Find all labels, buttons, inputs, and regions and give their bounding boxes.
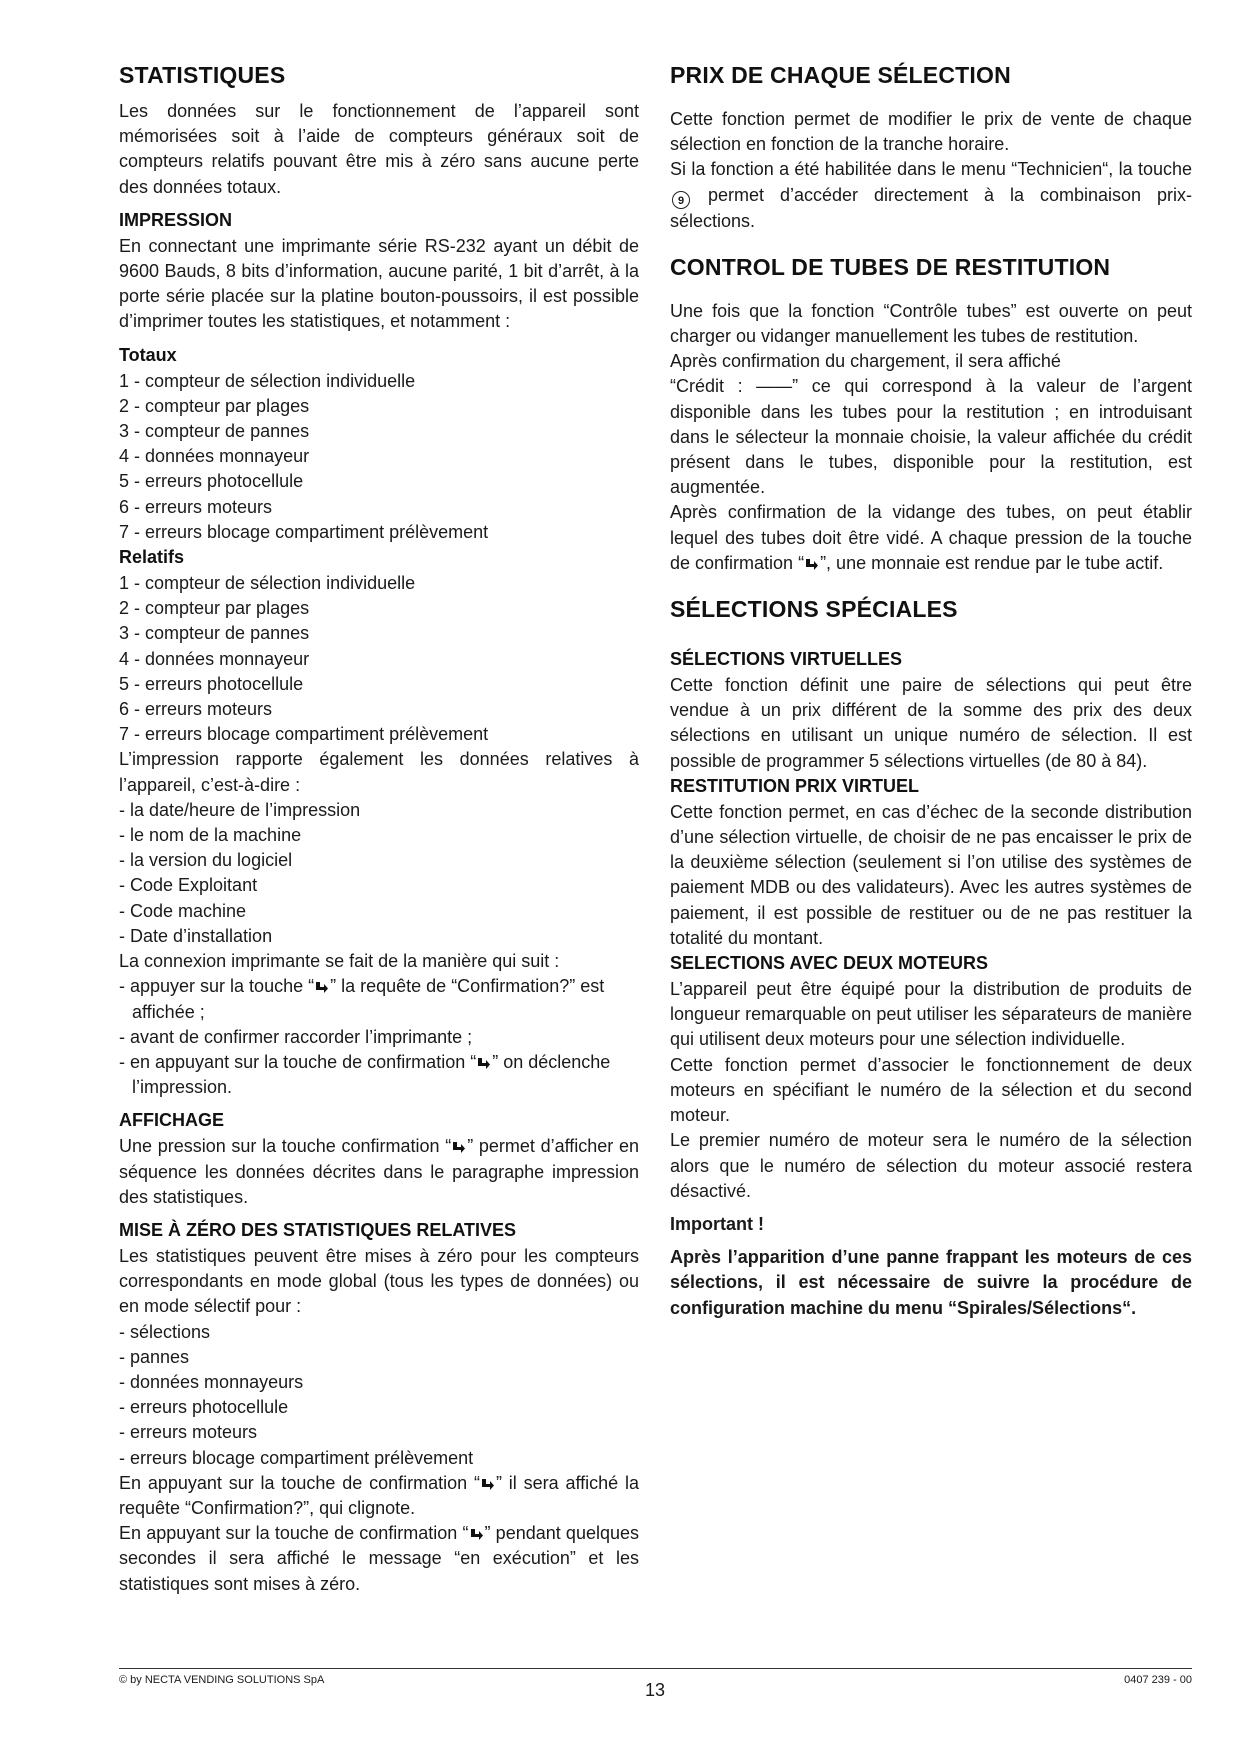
impression-also-text: L’impression rapporte également les données relatives à l’appareil, c’est-à-dire : bbox=[119, 749, 639, 795]
footer-copyright: © by NECTA VENDING SOLUTIONS SpA bbox=[119, 1674, 325, 1686]
list-item: - Code Exploitant bbox=[119, 875, 258, 896]
affichage-heading: AFFICHAGE bbox=[119, 1110, 224, 1131]
confirm-key-icon bbox=[477, 1056, 491, 1070]
tubes-text-3: “Crédit : ——” ce qui correspond à la valeur de l’argent disponible dans les tubes pour la restitution ; en introduisant dans le sélecteur la monnaie choisie, la valeur affichée du crédit présent dans le tubes, disponible pour la restitution, est augmentée. bbox=[670, 376, 1192, 498]
confirm-key-icon bbox=[315, 980, 329, 994]
prix-text-2: Si la fonction a été habilitée dans le menu “Technicien“, la touche 9 permet d’accéder directement à la combinaison prix-sélections. bbox=[670, 159, 1192, 231]
important-label: Important ! bbox=[670, 1213, 764, 1234]
prix-heading: PRIX DE CHAQUE SÉLECTION bbox=[670, 62, 1011, 88]
tubes-text-2: Après confirmation du chargement, il sera affiché bbox=[670, 351, 1061, 372]
statistiques-heading: STATISTIQUES bbox=[119, 62, 286, 88]
nine-key-icon: 9 bbox=[672, 191, 690, 209]
tubes-heading: CONTROL DE TUBES DE RESTITUTION bbox=[670, 253, 1111, 280]
affichage-text: Une pression sur la touche confirmation “ ” permet d’afficher en séquence les données décrites dans le paragraphe impression des statistiques. bbox=[119, 1136, 639, 1207]
list-item: - Date d’installation bbox=[119, 925, 273, 946]
totaux-list bbox=[119, 369, 639, 545]
footer-doc-code: 0407 239 - 00 bbox=[1124, 1674, 1192, 1686]
moteurs-text-2: Cette fonction permet d’associer le fonctionnement de deux moteurs en spécifiant le numéro de la sélection et du second moteur. bbox=[670, 1054, 1192, 1126]
list-item: 1 - compteur de sélection individuelle bbox=[119, 370, 416, 391]
moteurs-text-3: Le premier numéro de moteur sera le numéro de la sélection alors que le numéro de sélection du moteur associé restera désactivé. bbox=[670, 1130, 1192, 1201]
special-heading: SÉLECTIONS SPÉCIALES bbox=[670, 596, 958, 623]
confirm-key-icon bbox=[481, 1477, 495, 1491]
list-item: - pannes bbox=[119, 1346, 190, 1367]
reset-text: Les statistiques peuvent être mises à zéro pour les compteurs correspondants en mode global (tous les types de données) ou en mode sélectif pour : bbox=[119, 1245, 639, 1317]
list-item: 4 - données monnayeur bbox=[119, 446, 310, 467]
list-item: 6 - erreurs moteurs bbox=[119, 699, 273, 720]
list-item: 5 - erreurs photocellule bbox=[119, 471, 304, 492]
virtual-heading: SÉLECTIONS VIRTUELLES bbox=[670, 649, 903, 670]
reset-execute-text: En appuyant sur la touche de confirmation “ ” pendant quelques secondes il sera affiché le message “en exécution” et les statistiques sont mises à zéro. bbox=[119, 1523, 639, 1594]
list-item: 3 - compteur de pannes bbox=[119, 623, 310, 644]
list-item: - erreurs photocellule bbox=[119, 1397, 289, 1418]
left-column bbox=[119, 62, 639, 1597]
footer-divider bbox=[119, 1668, 1192, 1669]
list-item: - erreurs moteurs bbox=[119, 1422, 258, 1443]
list-item: 5 - erreurs photocellule bbox=[119, 673, 304, 694]
list-item: - le nom de la machine bbox=[119, 825, 302, 846]
list-item: 2 - compteur par plages bbox=[119, 598, 310, 619]
connexion-step-2: - avant de confirmer raccorder l’imprimante ; bbox=[119, 1026, 473, 1047]
list-item: 3 - compteur de pannes bbox=[119, 421, 310, 442]
list-item: 6 - erreurs moteurs bbox=[119, 496, 273, 517]
impression-text: En connectant une imprimante série RS-232 ayant un débit de 9600 Bauds, 8 bits d’information, aucune parité, 1 bit d’arrêt, à la porte série placée sur la platine bouton-poussoirs, il est possible d’imprimer toutes les statistiques, et notamment : bbox=[119, 235, 639, 332]
list-item: 4 - données monnayeur bbox=[119, 648, 310, 669]
machine-data-list bbox=[119, 798, 639, 949]
statistiques-intro: Les données sur le fonctionnement de l’appareil sont mémorisées soit à l’aide de compteurs généraux soit de compteurs relatifs pouvant être mis à zéro sans aucune perte des données totaux. bbox=[119, 101, 639, 197]
impression-heading: IMPRESSION bbox=[119, 209, 233, 230]
list-item: 7 - erreurs blocage compartiment prélèvement bbox=[119, 724, 489, 745]
list-item: 2 - compteur par plages bbox=[119, 395, 310, 416]
list-item: - erreurs blocage compartiment prélèvement bbox=[119, 1447, 474, 1468]
list-item: 1 - compteur de sélection individuelle bbox=[119, 573, 416, 594]
page-number: 13 bbox=[644, 1680, 666, 1700]
reset-confirm-text: En appuyant sur la touche de confirmation “ ” il sera affiché la requête “Confirmation?”, qui clignote. bbox=[119, 1472, 639, 1518]
confirm-key-icon bbox=[470, 1527, 484, 1541]
relatifs-label: Relatifs bbox=[119, 547, 185, 568]
restitution-text: Cette fonction permet, en cas d’échec de la seconde distribution d’une sélection virtuelle, de choisir de ne pas encaisser le prix de la deuxième sélection (seulement si l’on utilise des systèmes de paiement MDB ou des validateurs). Avec les autres systèmes de paiement, il est possible de restituer ou de ne pas restituer la totalité du montant. bbox=[670, 801, 1192, 948]
virtual-text: Cette fonction définit une paire de sélections qui peut être vendue à un prix différent de la somme des prix des deux sélections en utilisant un unique numéro de sélection. Il est possible de programmer 5 sélections virtuelles (de 80 à 84). bbox=[670, 675, 1192, 771]
connexion-step-3: - en appuyant sur la touche de confirmation “ ” on déclenche l’impression. bbox=[119, 1051, 611, 1098]
restitution-heading: RESTITUTION PRIX VIRTUEL bbox=[670, 775, 920, 796]
reset-heading: MISE À ZÉRO DES STATISTIQUES RELATIVES bbox=[119, 1219, 517, 1240]
tubes-text-1: Une fois que la fonction “Contrôle tubes” est ouverte on peut charger ou vidanger manuellement les tubes de restitution. bbox=[670, 300, 1192, 347]
right-column bbox=[670, 62, 1192, 1321]
reset-list bbox=[119, 1320, 639, 1471]
list-item: - la version du logiciel bbox=[119, 850, 293, 871]
prix-text: Cette fonction permet de modifier le prix de vente de chaque sélection en fonction de la tranche horaire. bbox=[670, 109, 1192, 155]
confirm-key-icon bbox=[452, 1140, 466, 1154]
important-text: Après l’apparition d’une panne frappant les moteurs de ces sélections, il est nécessaire de suivre la procédure de configuration machine du menu “Spirales/Sélections“. bbox=[670, 1247, 1192, 1318]
list-item: 7 - erreurs blocage compartiment prélèvement bbox=[119, 521, 489, 542]
connexion-text: La connexion imprimante se fait de la manière qui suit : bbox=[119, 951, 560, 972]
tubes-text-4: Après confirmation de la vidange des tubes, on peut établir lequel des tubes doit être vidé. A chaque pression de la touche de confirmation “ ”, une monnaie est rendue par le tube actif. bbox=[670, 502, 1192, 573]
list-item: - données monnayeurs bbox=[119, 1371, 304, 1392]
confirm-key-icon bbox=[805, 557, 819, 571]
list-item: - Code machine bbox=[119, 900, 247, 921]
list-item: - la date/heure de l’impression bbox=[119, 799, 361, 820]
totaux-label: Totaux bbox=[119, 344, 177, 365]
list-item: - sélections bbox=[119, 1321, 211, 1342]
relatifs-list bbox=[119, 571, 639, 747]
moteurs-text-1: L’appareil peut être équipé pour la distribution de produits de longueur remarquable on peut utiliser les séparateurs de manière qui utilisent deux moteurs pour une sélection individuelle. bbox=[670, 979, 1192, 1050]
connexion-step-1: - appuyer sur la touche “ ” la requête de “Confirmation?” est affichée ; bbox=[119, 976, 605, 1022]
moteurs-heading: SELECTIONS AVEC DEUX MOTEURS bbox=[670, 953, 989, 974]
